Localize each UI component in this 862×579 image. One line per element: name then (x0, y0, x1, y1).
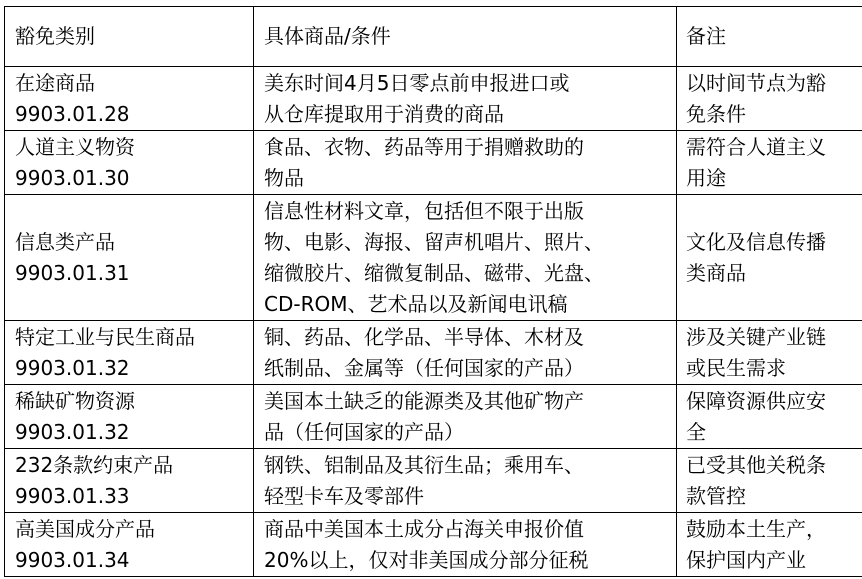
detail-cell (254, 195, 677, 321)
note-cell (677, 131, 862, 195)
table-row (5, 195, 862, 321)
detail-line: 钢铁、铝制品及其衍生品；乘用车、 (264, 452, 584, 477)
category-name: 人道主义物资 (15, 134, 135, 159)
category-cell (5, 321, 254, 385)
category-name: 在途商品 (15, 70, 95, 95)
category-name: 稀缺矿物资源 (15, 388, 135, 413)
detail-line: 缩微胶片、缩微复制品、磁带、光盘、 (264, 260, 604, 285)
category-cell (5, 131, 254, 195)
detail-line: 美东时间4月5日零点前申报进口或 (264, 70, 570, 95)
detail-line: 品（任何国家的产品） (264, 419, 464, 444)
note-line: 已受其他关税条 (686, 452, 826, 477)
note-line: 保障资源供应安 (686, 388, 826, 413)
category-name: 高美国成分产品 (15, 516, 155, 541)
note-line: 用途 (686, 165, 726, 190)
category-name: 232条款约束产品 (15, 452, 174, 477)
detail-cell (254, 449, 677, 513)
note-line: 全 (686, 419, 706, 444)
note-line: 免条件 (686, 101, 746, 126)
note-line: 或民生需求 (686, 355, 786, 380)
note-line: 款管控 (686, 483, 746, 508)
note-line: 鼓励本土生产， (686, 516, 826, 541)
table-row (5, 513, 862, 577)
tariff-code: 9903.01.30 (15, 165, 130, 190)
table-row (5, 131, 862, 195)
category-cell (5, 67, 254, 131)
note-line: 以时间节点为豁 (686, 70, 826, 95)
detail-cell (254, 321, 677, 385)
detail-cell (254, 131, 677, 195)
detail-line: 20%以上，仅对非美国成分部分征税 (264, 547, 589, 572)
note-line: 类商品 (686, 260, 746, 285)
detail-line: 信息性材料文章，包括但不限于出版 (264, 198, 584, 223)
category-name: 特定工业与民生商品 (15, 324, 195, 349)
exemption-table (4, 6, 862, 577)
tariff-code: 9903.01.34 (15, 547, 130, 572)
header-row (5, 7, 862, 67)
detail-line: 从仓库提取用于消费的商品 (264, 101, 504, 126)
tariff-code: 9903.01.33 (15, 483, 130, 508)
note-cell (677, 67, 862, 131)
detail-cell (254, 513, 677, 577)
detail-cell (254, 385, 677, 449)
table-row (5, 67, 862, 131)
detail-line: 纸制品、金属等（任何国家的产品） (264, 355, 584, 380)
detail-line: 食品、衣物、药品等用于捐赠救助的 (264, 134, 584, 159)
note-cell (677, 385, 862, 449)
detail-line: 轻型卡车及零部件 (264, 483, 424, 508)
table-row (5, 449, 862, 513)
header-detail: 具体商品/条件 (254, 7, 677, 67)
detail-line: 商品中美国本土成分占海关申报价值 (264, 516, 584, 541)
header-note: 备注 (677, 7, 862, 67)
category-cell (5, 195, 254, 321)
category-cell (5, 449, 254, 513)
tariff-code: 9903.01.32 (15, 355, 130, 380)
table-row (5, 321, 862, 385)
category-cell (5, 513, 254, 577)
note-line: 保护国内产业 (686, 547, 806, 572)
detail-line: 物、电影、海报、留声机唱片、照片、 (264, 229, 604, 254)
note-line: 涉及关键产业链 (686, 324, 826, 349)
note-cell (677, 449, 862, 513)
note-line: 需符合人道主义 (686, 134, 826, 159)
detail-line: CD-ROM、艺术品以及新闻电讯稿 (264, 291, 568, 316)
tariff-code: 9903.01.32 (15, 419, 130, 444)
note-cell (677, 321, 862, 385)
detail-line: 物品 (264, 165, 304, 190)
detail-cell (254, 67, 677, 131)
table-row (5, 385, 862, 449)
category-cell (5, 385, 254, 449)
detail-line: 铜、药品、化学品、半导体、木材及 (264, 324, 584, 349)
note-cell (677, 513, 862, 577)
note-line: 文化及信息传播 (686, 229, 826, 254)
note-cell (677, 195, 862, 321)
category-name: 信息类产品 (15, 229, 115, 254)
tariff-code: 9903.01.28 (15, 101, 130, 126)
header-category: 豁免类别 (5, 7, 254, 67)
tariff-code: 9903.01.31 (15, 260, 130, 285)
detail-line: 美国本土缺乏的能源类及其他矿物产 (264, 388, 584, 413)
